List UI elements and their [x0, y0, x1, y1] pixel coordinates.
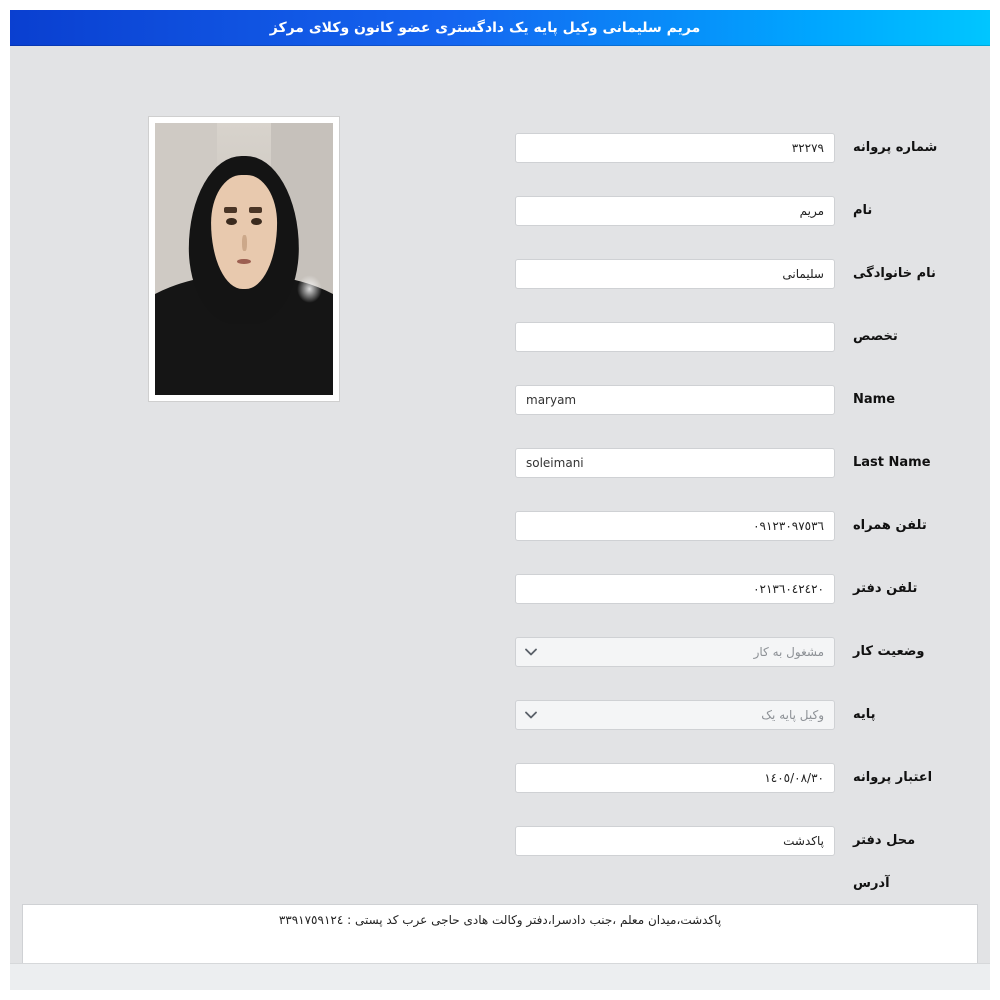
label-office-location: محل دفتر: [853, 833, 916, 848]
form-row-license-validity: [340, 746, 990, 809]
form-row-lastname-latin: [340, 431, 990, 494]
select-rank-value: وکیل پایه یک: [761, 707, 824, 722]
chevron-down-icon: [524, 708, 538, 722]
form-row-rank: [340, 683, 990, 746]
input-mobile-phone[interactable]: ٠٩١٢٣٠٩٧٥٣٦: [515, 511, 835, 541]
photo-eyebrow-right: [249, 207, 261, 213]
form-row-work-status: [340, 620, 990, 683]
form-row-last-name: [340, 242, 990, 305]
form-row-first-name: [340, 179, 990, 242]
input-name-latin[interactable]: maryam: [515, 385, 835, 415]
form-row-name-latin: [340, 368, 990, 431]
label-mobile-phone: تلفن همراه: [853, 518, 927, 533]
form-row-mobile-phone: [340, 494, 990, 557]
input-license-validity[interactable]: ١٤٠٥/٠٨/٣٠: [515, 763, 835, 793]
label-work-status: وضعیت کار: [853, 644, 925, 659]
select-work-status[interactable]: [515, 637, 835, 667]
label-rank: پایه: [853, 707, 876, 722]
label-name-latin: Name: [853, 392, 896, 407]
input-last-name[interactable]: سلیمانی: [515, 259, 835, 289]
label-first-name: نام: [853, 203, 873, 218]
photo-nose: [242, 235, 246, 251]
address-value: پاکدشت،میدان معلم ،جنب دادسرا،دفتر وکالت هادی حاجی عرب کد پستی : ٣٣٩١٧٥٩١٢٤: [278, 913, 722, 927]
profile-photo: [155, 123, 333, 395]
select-rank[interactable]: [515, 700, 835, 730]
label-license-number: شماره پروانه: [853, 140, 938, 155]
window-title: مریم سلیمانی وکیل پایه یک دادگستری عضو کانون وکلای مرکز: [269, 20, 701, 36]
photo-eyebrow-left: [224, 207, 236, 213]
input-office-phone[interactable]: ٠٢١٣٦٠٤٢٤٢٠: [515, 574, 835, 604]
input-license-number[interactable]: ٣٢٢٧٩: [515, 133, 835, 163]
label-license-validity: اعتبار پروانه: [853, 770, 933, 785]
label-address: آدرس: [853, 876, 890, 891]
window-footer: [10, 963, 990, 990]
lawyer-profile-form: [340, 116, 990, 872]
window-frame: [10, 10, 990, 990]
window-content: [10, 46, 990, 990]
input-lastname-latin[interactable]: soleimani: [515, 448, 835, 478]
photo-highlight: [297, 275, 322, 302]
chevron-down-icon: [524, 645, 538, 659]
input-office-location[interactable]: پاکدشت: [515, 826, 835, 856]
label-lastname-latin: Last Name: [853, 455, 931, 470]
label-last-name: نام خانوادگی: [853, 266, 936, 281]
form-row-license-number: [340, 116, 990, 179]
select-work-status-value: مشغول به کار: [753, 644, 824, 659]
input-first-name[interactable]: مریم: [515, 196, 835, 226]
form-row-specialty: [340, 305, 990, 368]
form-row-office-location: [340, 809, 990, 872]
form-row-office-phone: [340, 557, 990, 620]
label-specialty: تخصص: [853, 329, 898, 344]
profile-photo-frame: [148, 116, 340, 402]
window-titlebar: [10, 10, 990, 46]
label-office-phone: تلفن دفتر: [853, 581, 918, 596]
input-specialty[interactable]: [515, 322, 835, 352]
